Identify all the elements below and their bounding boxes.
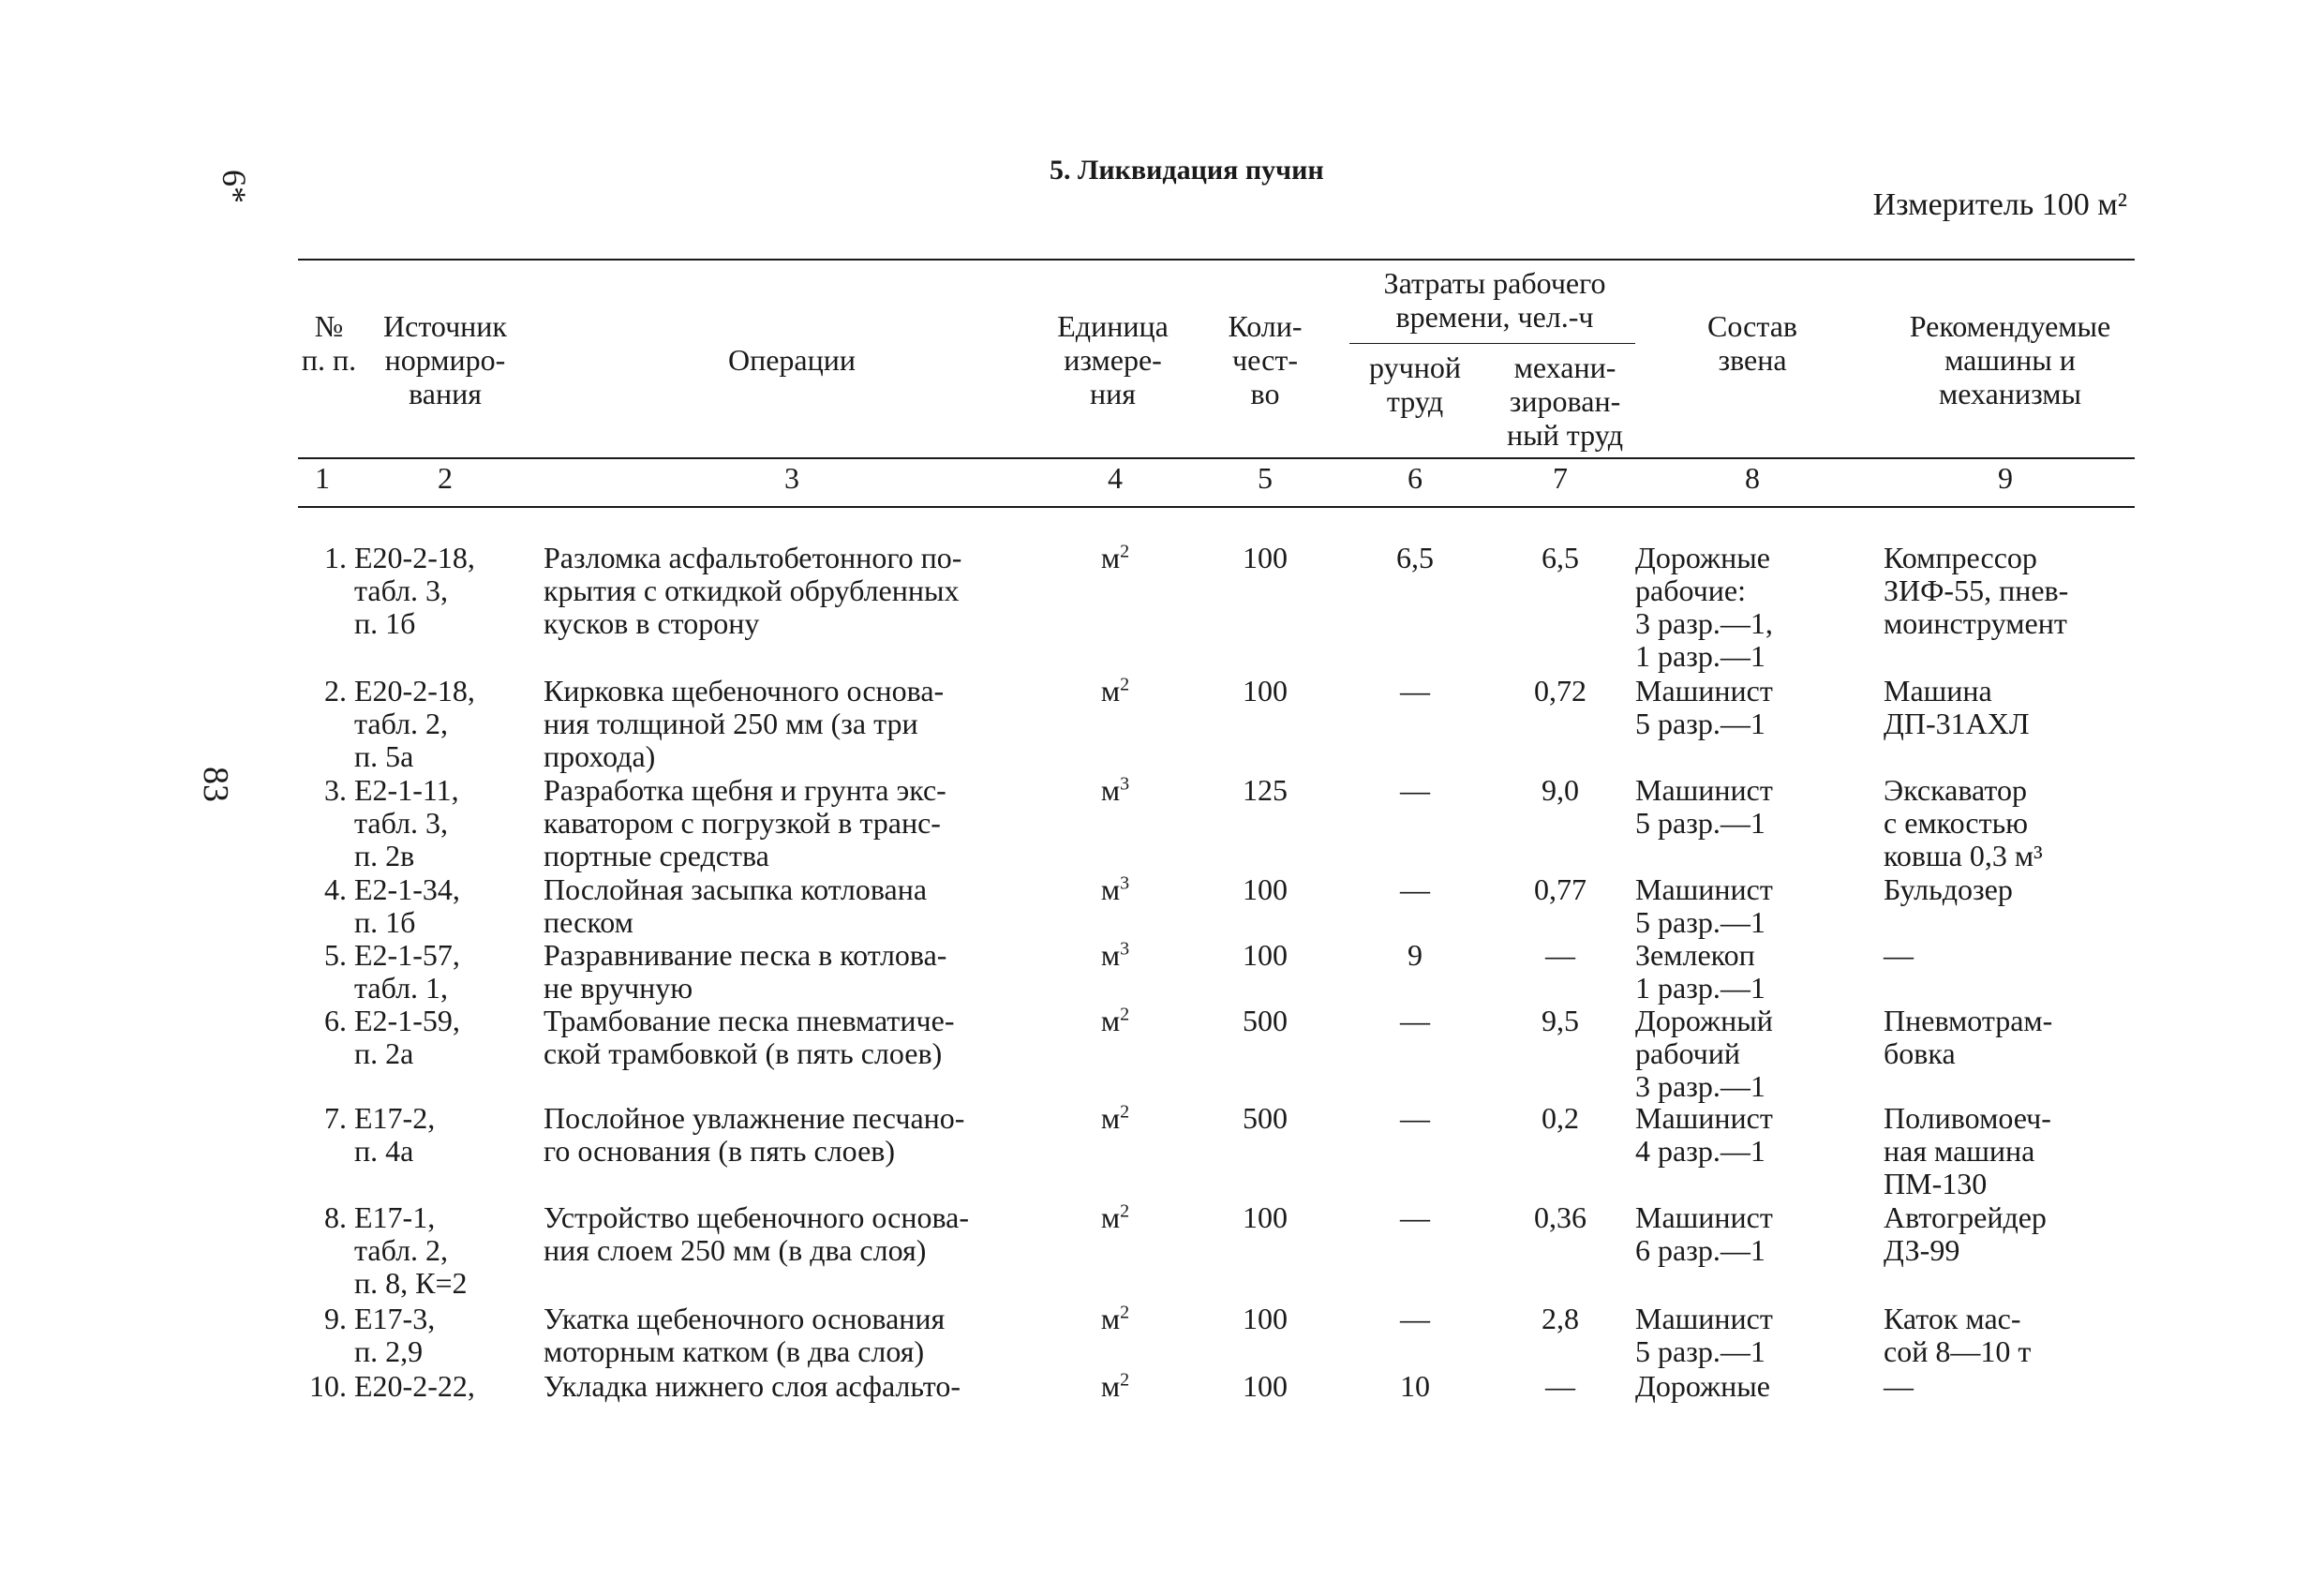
row-quantity: 100	[1243, 872, 1288, 906]
row-unit-base: м	[1100, 674, 1121, 708]
row-quantity: 100	[1243, 1302, 1288, 1335]
row-operation: Послойная засыпка котлована песком	[544, 872, 928, 939]
row-manual-labor: —	[1400, 1302, 1430, 1335]
row-mechanized-labor: 9,5	[1542, 1004, 1579, 1037]
row-mechanized-labor: 0,77	[1534, 872, 1587, 906]
row-source: Е20-2-18, табл. 2, п. 5а	[354, 674, 475, 773]
row-operation: Разработка щебня и грунта экс- каватором с погрузкой в транс- портные средства	[544, 773, 946, 872]
column-numbers-rule	[298, 506, 2135, 508]
row-crew: Дорожные	[1635, 1369, 1770, 1403]
row-number: 5.	[324, 938, 347, 972]
row-unit-exponent: 3	[1120, 773, 1130, 795]
row-unit-base: м	[1100, 773, 1121, 807]
row-unit-base: м	[1100, 872, 1121, 906]
row-unit-base: м	[1100, 1369, 1121, 1403]
row-number: 8.	[324, 1200, 347, 1234]
row-unit-base: м	[1100, 1200, 1121, 1234]
row-unit	[1078, 1102, 1153, 1135]
row-unit-base: м	[1100, 1004, 1121, 1037]
column-number: 5	[1258, 461, 1273, 495]
row-mechanized-labor: —	[1545, 1369, 1575, 1403]
row-unit-exponent: 2	[1120, 1004, 1130, 1025]
row-unit	[1078, 873, 1153, 906]
unit-label: Измеритель 100 м²	[1872, 187, 2127, 222]
header-quantity: Коли- чест- во	[1228, 309, 1303, 410]
header-unit: Единица измере- ния	[1057, 309, 1169, 410]
row-quantity: 125	[1243, 773, 1288, 807]
row-number: 6.	[324, 1004, 347, 1037]
row-source: Е2-1-11, табл. 3, п. 2в	[354, 773, 459, 872]
row-number: 7.	[324, 1101, 347, 1135]
row-unit-exponent: 2	[1120, 1302, 1130, 1323]
row-number: 3.	[324, 773, 347, 807]
row-mechanized-labor: 9,0	[1542, 773, 1579, 807]
row-operation: Устройство щебеночного основа- ния слоем 250 мм (в два слоя)	[544, 1200, 970, 1267]
labor-subheader-rule	[1349, 343, 1635, 344]
row-manual-labor: —	[1400, 773, 1430, 807]
row-quantity: 100	[1243, 674, 1288, 708]
row-unit	[1078, 1201, 1153, 1234]
row-unit	[1078, 1370, 1153, 1403]
row-manual-labor: 9	[1408, 938, 1423, 972]
row-crew: Машинист 4 разр.—1	[1635, 1101, 1773, 1168]
row-unit-exponent: 2	[1120, 1101, 1130, 1123]
row-unit-exponent: 3	[1120, 872, 1130, 894]
row-operation: Разломка асфальтобетонного по- крытия с откидкой обрубленных кусков в сторону	[544, 541, 962, 640]
row-source: Е2-1-57, табл. 1,	[354, 938, 460, 1005]
row-unit-base: м	[1100, 541, 1121, 574]
row-mechanized-labor: 0,36	[1534, 1200, 1587, 1234]
row-operation: Кирковка щебеночного основа- ния толщиной 250 мм (за три прохода)	[544, 674, 945, 773]
column-number: 7	[1553, 461, 1568, 495]
header-crew: Состав звена	[1706, 309, 1798, 377]
row-mechanized-labor: 0,2	[1542, 1101, 1579, 1135]
row-machine: Машина ДП-31АХЛ	[1884, 674, 2030, 740]
row-machine: —	[1884, 938, 1914, 972]
row-source: Е2-1-34, п. 1б	[354, 872, 460, 939]
page-title: 5. Ликвидация пучин	[1050, 155, 1324, 186]
row-unit	[1078, 542, 1153, 574]
row-unit	[1078, 939, 1153, 972]
row-mechanized-labor: —	[1545, 938, 1575, 972]
column-number: 4	[1108, 461, 1123, 495]
row-unit-exponent: 3	[1120, 938, 1130, 960]
column-number: 8	[1745, 461, 1760, 495]
row-unit	[1078, 675, 1153, 708]
row-operation: Трамбование песка пневматиче- ской трамбовкой (в пять слоев)	[544, 1004, 955, 1070]
row-source: Е17-1, табл. 2, п. 8, К=2	[354, 1200, 468, 1300]
row-manual-labor: 10	[1400, 1369, 1430, 1403]
row-crew: Машинист 6 разр.—1	[1635, 1200, 1773, 1267]
row-quantity: 100	[1243, 1200, 1288, 1234]
row-unit-base: м	[1100, 1101, 1121, 1135]
header-labor: Затраты рабочего времени, чел.-ч	[1383, 266, 1606, 334]
header-no: № п. п.	[301, 309, 357, 377]
column-number: 6	[1408, 461, 1423, 495]
row-manual-labor: —	[1400, 1200, 1430, 1234]
row-quantity: 100	[1243, 938, 1288, 972]
header-machines: Рекомендуемые машины и механизмы	[1909, 309, 2111, 410]
row-unit	[1078, 774, 1153, 807]
page-number: 83	[196, 767, 235, 802]
row-machine: Пневмотрам- бовка	[1884, 1004, 2053, 1070]
row-unit-base: м	[1100, 938, 1121, 972]
row-manual-labor: 6,5	[1396, 541, 1434, 574]
column-number: 3	[784, 461, 799, 495]
row-crew: Машинист 5 разр.—1	[1635, 1302, 1773, 1368]
row-number: 2.	[324, 674, 347, 708]
row-crew: Дорожный рабочий 3 разр.—1	[1635, 1004, 1773, 1103]
row-operation: Укладка нижнего слоя асфальто-	[544, 1369, 961, 1403]
row-mechanized-labor: 2,8	[1542, 1302, 1579, 1335]
row-quantity: 500	[1243, 1101, 1288, 1135]
row-unit-base: м	[1100, 1302, 1121, 1335]
page-mark: 6*	[216, 170, 253, 203]
row-manual-labor: —	[1400, 872, 1430, 906]
row-manual-labor: —	[1400, 1004, 1430, 1037]
column-number: 2	[438, 461, 453, 495]
row-quantity: 100	[1243, 1369, 1288, 1403]
row-operation: Разравнивание песка в котлова- не вручную	[544, 938, 947, 1005]
table-top-rule	[298, 259, 2135, 261]
row-number: 1.	[324, 541, 347, 574]
row-unit-exponent: 2	[1120, 1200, 1130, 1222]
row-machine: Автогрейдер ДЗ-99	[1884, 1200, 2047, 1267]
row-operation: Послойное увлажнение песчано- го основания (в пять слоев)	[544, 1101, 965, 1168]
row-source: Е17-2, п. 4а	[354, 1101, 436, 1168]
row-unit-exponent: 2	[1120, 1369, 1130, 1391]
row-crew: Машинист 5 разр.—1	[1635, 773, 1773, 840]
header-operations: Операции	[727, 343, 856, 377]
row-quantity: 100	[1243, 541, 1288, 574]
row-number: 10.	[309, 1369, 347, 1403]
row-mechanized-labor: 6,5	[1542, 541, 1579, 574]
header-source: Источник нормиро- вания	[383, 309, 507, 410]
row-unit	[1078, 1303, 1153, 1335]
row-source: Е17-3, п. 2,9	[354, 1302, 436, 1368]
row-number: 4.	[324, 872, 347, 906]
row-manual-labor: —	[1400, 674, 1430, 708]
header-bottom-rule	[298, 457, 2135, 459]
row-unit	[1078, 1005, 1153, 1037]
row-unit-exponent: 2	[1120, 674, 1130, 695]
row-crew: Землекоп 1 разр.—1	[1635, 938, 1765, 1005]
row-number: 9.	[324, 1302, 347, 1335]
row-manual-labor: —	[1400, 1101, 1430, 1135]
row-source: Е2-1-59, п. 2а	[354, 1004, 460, 1070]
row-crew: Машинист 5 разр.—1	[1635, 674, 1773, 740]
column-number: 1	[315, 461, 330, 495]
row-machine: Компрессор ЗИФ-55, пнев- моинструмент	[1884, 541, 2069, 640]
row-operation: Укатка щебеночного основания моторным катком (в два слоя)	[544, 1302, 946, 1368]
row-machine: —	[1884, 1369, 1914, 1403]
row-source: Е20-2-18, табл. 3, п. 1б	[354, 541, 475, 640]
row-crew: Дорожные рабочие: 3 разр.—1, 1 разр.—1	[1635, 541, 1773, 673]
row-machine: Бульдозер	[1884, 872, 2013, 906]
row-unit-exponent: 2	[1120, 541, 1130, 562]
row-machine: Поливомоеч- ная машина ПМ-130	[1884, 1101, 2051, 1200]
header-manual: ручной труд	[1369, 350, 1461, 418]
column-number: 9	[1998, 461, 2013, 495]
header-mechanized: механи- зирован- ный труд	[1507, 350, 1623, 452]
row-mechanized-labor: 0,72	[1534, 674, 1587, 708]
row-crew: Машинист 5 разр.—1	[1635, 872, 1773, 939]
row-source: Е20-2-22,	[354, 1369, 475, 1403]
row-machine: Экскаватор с емкостью ковша 0,3 м³	[1884, 773, 2043, 872]
row-machine: Каток мас- сой 8—10 т	[1884, 1302, 2032, 1368]
row-quantity: 500	[1243, 1004, 1288, 1037]
